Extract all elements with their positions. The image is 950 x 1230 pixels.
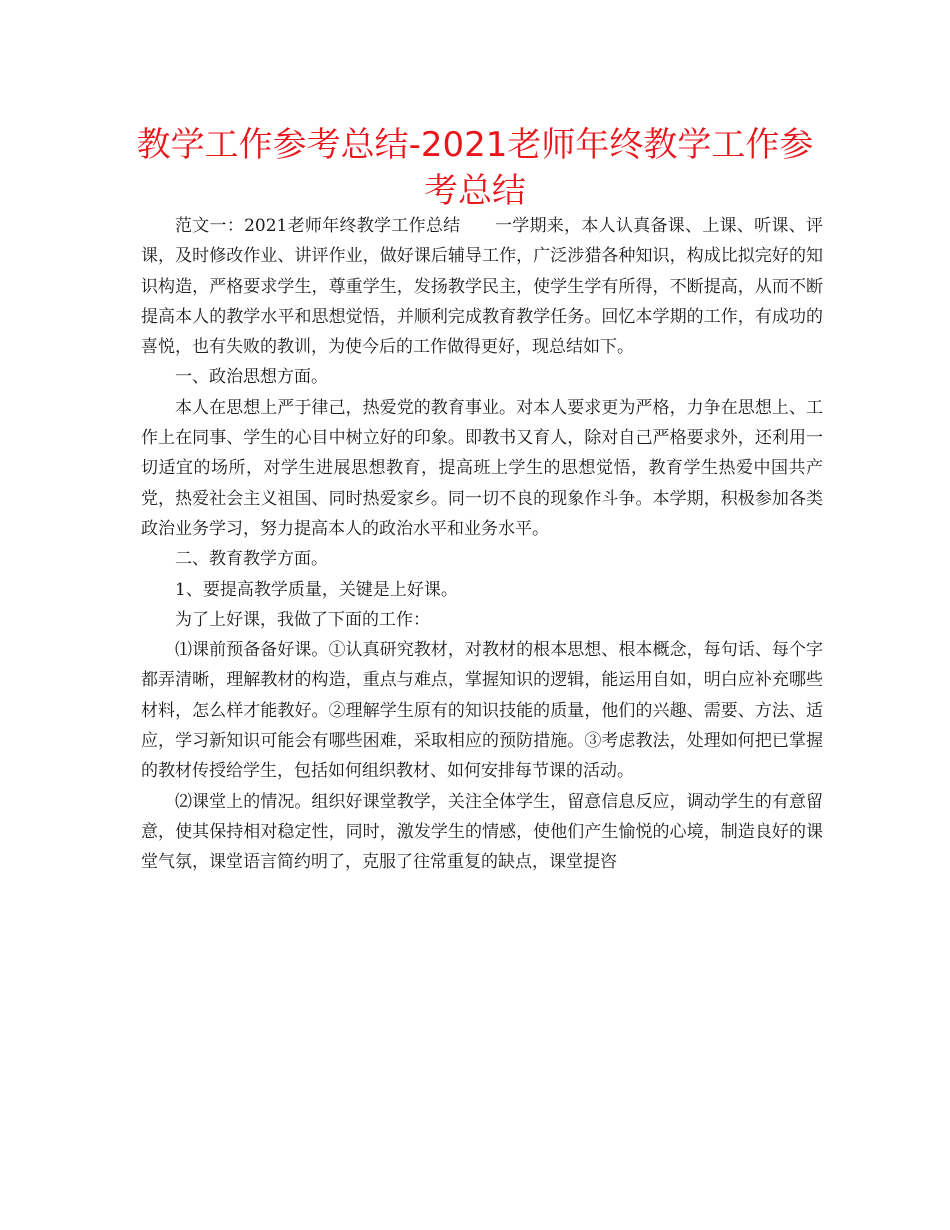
section-heading: 一、政治思想方面。 [175,367,328,388]
section-heading: 二、教育教学方面。 [175,549,328,570]
paragraph: ⑴课前预备备好课。①认真研究教材，对教材的根本思想、根本概念，每句话、每个字都弄清晰，理解教材的构造，重点与难点，掌握知识的逻辑，能运用自如，明白应补充哪些材料，怎么样才能教好。②理解学生原有的知识技能的质量，他们的兴趣、需要、方法、适应，学习新知识可能会有哪些困难，采取相应的预防措施。③考虑教法，处理如何把已掌握的教材传授给学生，包括如何组织教材、如何安排每节课的活动。 [141,640,823,782]
paragraph: ⑵课堂上的情况。组织好课堂教学，关注全体学生，留意信息反应，调动学生的有意留意，使其保持相对稳定性，同时，激发学生的情感，使他们产生愉悦的心境，制造良好的课堂气氛，课堂语言简约明了，克服了往常重复的缺点，课堂提咨 [141,791,823,873]
document-body [141,211,823,878]
paragraph: 1、要提高教学质量，关键是上好课。 [175,579,458,600]
document-title: 教学工作参考总结-2021老师年终教学工作参考总结 [136,125,814,211]
paragraph: 范文一：2021老师年终教学工作总结 一学期来，本人认真备课、上课、听课、评课，及时修改作业、讲评作业，做好课后辅导工作，广泛涉猎各种知识，构成比拟完好的知识构造，严格要求学生，尊重学生，发扬教学民主，使学生学有所得，不断提高，从而不断提高本人的教学水平和思想觉悟，并顺利完成教育教学任务。回忆本学期的工作，有成功的喜悦，也有失败的教训，为使今后的工作做得更好，现总结如下。 [141,216,823,358]
paragraph: 本人在思想上严于律己，热爱党的教育事业。对本人要求更为严格，力争在思想上、工作上在同事、学生的心目中树立好的印象。即教书又育人，除对自己严格要求外，还利用一切适宜的场所，对学生进展思想教育，提高班上学生的思想觉悟，教育学生热爱中国共产党，热爱社会主义祖国、同时热爱家乡。同一切不良的现象作斗争。本学期，积极参加各类政治业务学习，努力提高本人的政治水平和业务水平。 [141,397,823,539]
paragraph: 为了上好课，我做了下面的工作： [175,609,430,630]
